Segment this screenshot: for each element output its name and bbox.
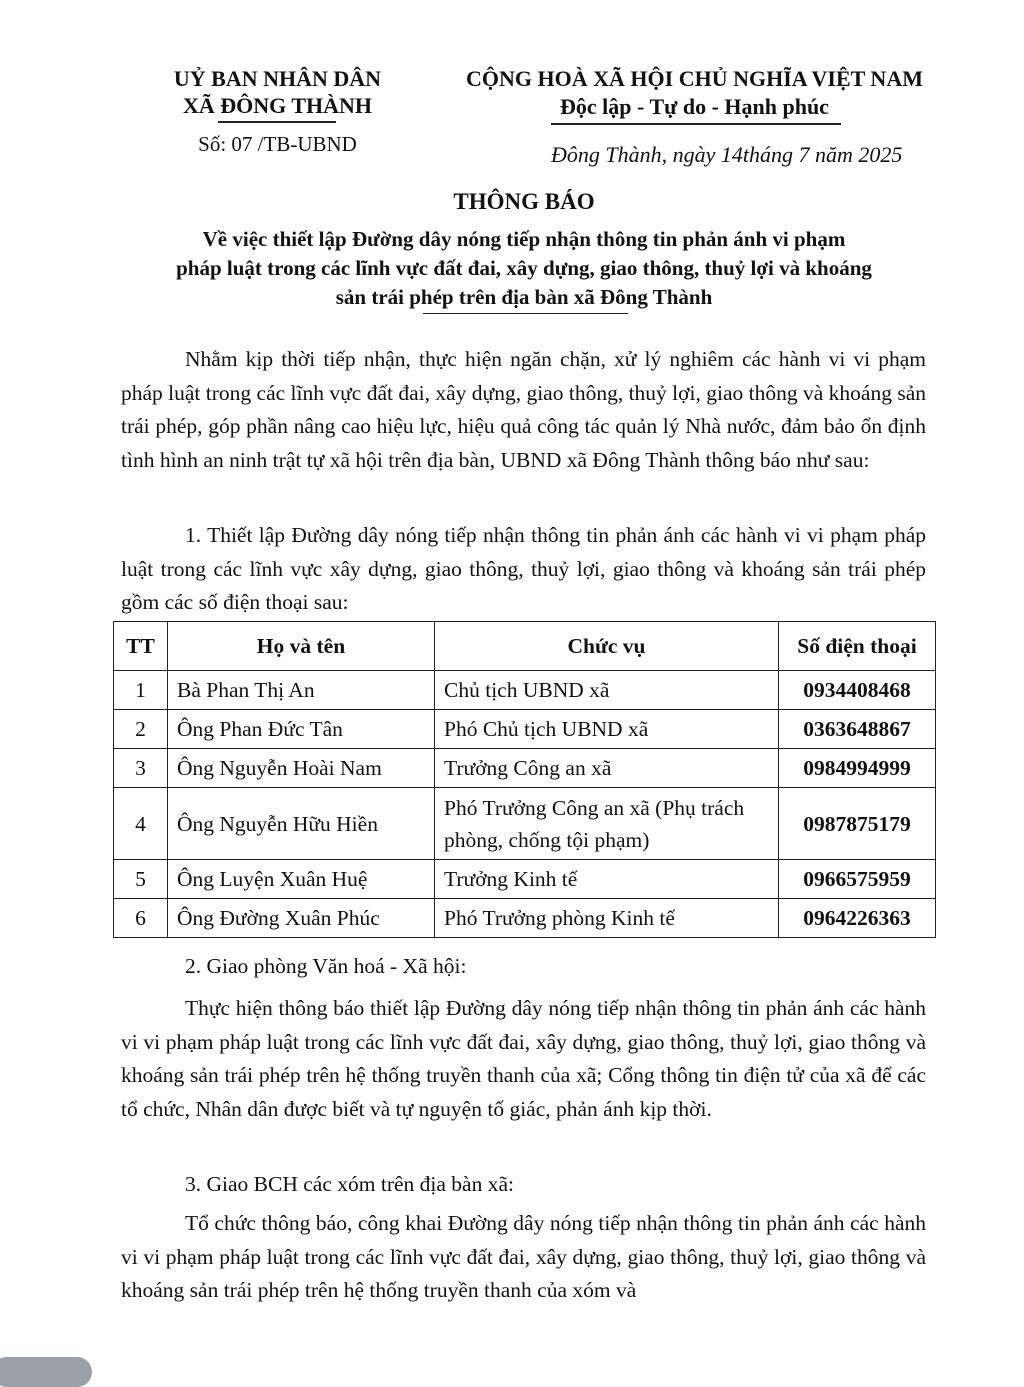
- item3-paragraph: Tổ chức thông báo, công khai Đường dây nóng tiếp nhận thông tin phản ánh các hành vi vi phạm pháp luật trong các lĩnh vực đất đai, xây dựng, giao thông, thuỷ lợi, giao thông và khoáng sản trái phép trên hệ thống truyền thanh của xóm và: [121, 1211, 926, 1302]
- row-name: Ông Phan Đức Tân: [168, 710, 435, 749]
- notice-subtitle-line3: sản trái phép trên địa bàn xã Đông Thành: [335, 285, 713, 309]
- org-name-line1: UỶ BAN NHÂN DÂN: [173, 66, 382, 91]
- table-header-row: [114, 622, 936, 671]
- row-phone: 0966575959: [779, 860, 936, 899]
- header-name: Họ và tên: [168, 622, 435, 671]
- row-tt: 5: [114, 860, 168, 899]
- item1-paragraph: 1. Thiết lập Đường dây nóng tiếp nhận thông tin phản ánh các hành vi vi phạm pháp luật trong các lĩnh vực xây dựng, giao thông, thuỷ lợi, giao thông và khoáng sản trái phép gồm các số điện thoại sau:: [121, 523, 926, 614]
- org-underline: [218, 121, 336, 123]
- row-role: Chủ tịch UBND xã: [435, 671, 779, 710]
- document-number: Số: 07 /TB-UBND: [198, 132, 357, 156]
- header-phone: Số điện thoại: [779, 622, 936, 671]
- document-date: Đông Thành, ngày 14tháng 7 năm 2025: [551, 142, 903, 167]
- row-phone: 0964226363: [779, 899, 936, 938]
- row-name: Ông Nguyễn Hoài Nam: [168, 749, 435, 788]
- row-tt: 6: [114, 899, 168, 938]
- item2-heading: 2. Giao phòng Văn hoá - Xã hội:: [185, 954, 467, 978]
- row-tt: 1: [114, 671, 168, 710]
- item2-paragraph: Thực hiện thông báo thiết lập Đường dây nóng tiếp nhận thông tin phản ánh các hành vi vi phạm pháp luật trong các lĩnh vực đất đai, xây dựng, giao thông, thuỷ lợi, giao thông và khoáng sản trái phép trên hệ thống truyền thanh của xã; Cổng thông tin điện tử của xã để các tổ chức, Nhân dân được biết và tự nguyện tố giác, phản ánh kịp thời.: [121, 996, 926, 1121]
- org-name-line2: XÃ ĐÔNG THÀNH: [182, 93, 373, 118]
- notice-title: THÔNG BÁO: [453, 189, 595, 214]
- intro-paragraph: Nhằm kịp thời tiếp nhận, thực hiện ngăn chặn, xử lý nghiêm các hành vi vi phạm pháp luật trong các lĩnh vực đất đai, xây dựng, giao thông, thuỷ lợi, giao thông và khoáng sản trái phép, góp phần nâng cao hiệu lực, hiệu quả công tác quản lý Nhà nước, đảm bảo ổn định tình hình an ninh trật tự xã hội trên địa bàn, UBND xã Đông Thành thông báo như sau:: [121, 347, 926, 472]
- viewer-overlay-pill[interactable]: [0, 1357, 92, 1387]
- row-name: Bà Phan Thị An: [168, 671, 435, 710]
- notice-subtitle-line1: Về việc thiết lập Đường dây nóng tiếp nhận thông tin phản ánh vi phạm: [202, 227, 846, 251]
- motto-underline: [551, 123, 841, 125]
- nation-motto: Độc lập - Tự do - Hạnh phúc: [560, 94, 829, 119]
- notice-subtitle-line2: pháp luật trong các lĩnh vực đất đai, xây dựng, giao thông, thuỷ lợi và khoáng: [176, 256, 872, 280]
- table-row: [114, 671, 936, 710]
- row-name: Ông Luyện Xuân Huệ: [168, 860, 435, 899]
- item3-heading: 3. Giao BCH các xóm trên địa bàn xã:: [185, 1172, 514, 1196]
- row-role: Phó Trưởng Công an xã (Phụ trách phòng, chống tội phạm): [435, 788, 779, 860]
- hotline-table: [113, 621, 936, 938]
- row-tt: 2: [114, 710, 168, 749]
- row-name: Ông Đường Xuân Phúc: [168, 899, 435, 938]
- row-role: Trưởng Công an xã: [435, 749, 779, 788]
- header-role: Chức vụ: [435, 622, 779, 671]
- row-phone: 0934408468: [779, 671, 936, 710]
- row-name: Ông Nguyễn Hữu Hiền: [168, 788, 435, 860]
- row-tt: 4: [114, 788, 168, 860]
- header-tt: TT: [114, 622, 168, 671]
- nation-title: CỘNG HOÀ XÃ HỘI CHỦ NGHĨA VIỆT NAM: [466, 66, 923, 91]
- row-role: Phó Trưởng phòng Kinh tế: [435, 899, 779, 938]
- table-row: [114, 788, 936, 860]
- row-tt: 3: [114, 749, 168, 788]
- row-phone: 0363648867: [779, 710, 936, 749]
- table-row: [114, 860, 936, 899]
- row-phone: 0984994999: [779, 749, 936, 788]
- table-row: [114, 749, 936, 788]
- row-role: Trưởng Kinh tế: [435, 860, 779, 899]
- subtitle-underline: [423, 313, 628, 314]
- row-phone: 0987875179: [779, 788, 936, 860]
- table-row: [114, 710, 936, 749]
- row-role: Phó Chủ tịch UBND xã: [435, 710, 779, 749]
- table-row: [114, 899, 936, 938]
